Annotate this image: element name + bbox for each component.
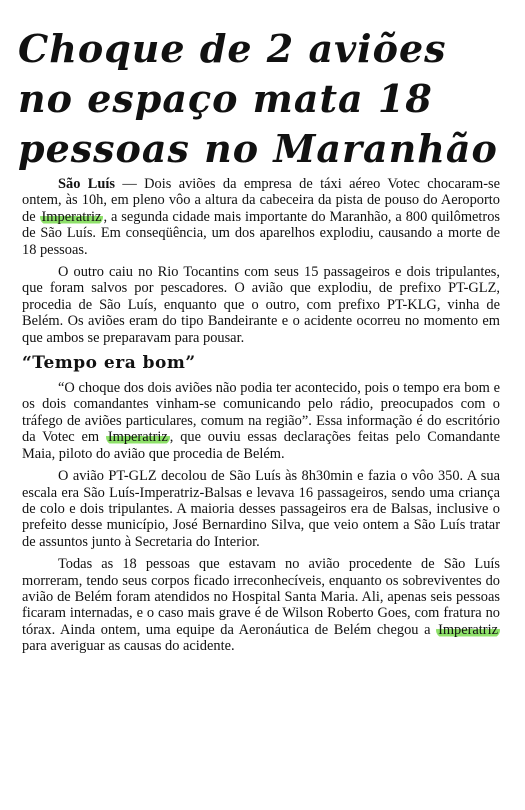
headline-line-3: pessoas no Maranhão	[18, 126, 498, 171]
highlighted-term: Imperatriz	[41, 208, 102, 225]
headline-line-1: Choque de 2 aviões	[18, 26, 447, 71]
headline	[18, 24, 508, 174]
paragraph-3	[22, 380, 500, 462]
paragraph-1	[22, 176, 500, 258]
paragraph-3-text-a: “O choque dos dois aviões não podia ter acontecido, pois o tempo era bom e os dois comandantes vinham-se comunicando pelo rádio, preocupados com o tráfego de aviões particulares, comum na região”. Essa informação é do escritório da Votec em	[22, 380, 500, 446]
paragraph-5-text-a: Todas as 18 pessoas que estavam no avião procedente de São Luís morreram, tendo seus corpos ficado irreconhecíveis, enquanto os sobreviventes do avião de Belém foram atendidos no Hospital Santa Maria. Ali, apenas seis pessoas ficaram internadas, e o caso mais grave é de Wilson Roberto Goes, com fratura no tórax. Ainda ontem, uma equipe da Aeronáutica de Belém chegou a	[22, 556, 500, 638]
dateline: São Luís	[58, 176, 115, 192]
paragraph-3-text-b: , que ouviu essas declarações feitas pelo Comandante Maia, piloto do avião que procedia de Belém.	[22, 429, 500, 462]
paragraph-4: O avião PT-GLZ decolou de São Luís às 8h30min e fazia o vôo 350. A sua escala era São Luís-Imperatriz-Balsas e levava 16 passageiros, sendo uma criança de colo e dois tripulantes. A maioria desses passageiros era de Balsas, inclusive o prefeito desse município, José Bernardino Silva, que veio ontem a São Luís tratar de assuntos junto à Secretaria do Interior.	[22, 468, 500, 550]
article-body	[22, 176, 500, 661]
paragraph-5-text-b: para averiguar as causas do acidente.	[22, 638, 235, 655]
paragraph-5	[22, 556, 500, 654]
highlighted-term: Imperatriz	[438, 621, 498, 638]
paragraph-2: O outro caiu no Rio Tocantins com seus 15 passageiros e dois tripulantes, que foram salvos por pescadores. O avião que explodiu, de prefixo PT-GLZ, procedia de São Luís, enquanto que o outro, com prefixo PT-KLG, vinha de Belém. Os aviões eram do tipo Bandeirante e o acidente ocorreu no momento em que ambos se preparavam para pousar.	[22, 264, 500, 346]
headline-line-2: no espaço mata 18	[18, 76, 433, 121]
paragraph-1-text-b: , a segunda cidade mais importante do Maranhão, a 800 quilômetros de São Luís. Em conseqüência, um dos aparelhos explodiu, causando a morte de 18 pessoas.	[22, 208, 500, 258]
subheading: “Tempo era bom”	[22, 353, 196, 374]
highlighted-term: Imperatriz	[107, 429, 168, 446]
paragraph-1-text-a: — Dois aviões da empresa de táxi aéreo Votec chocaram-se ontem, às 10h, em pleno vôo a altura da cabeceira da pista de pouso do Aeroporto de	[22, 176, 500, 225]
